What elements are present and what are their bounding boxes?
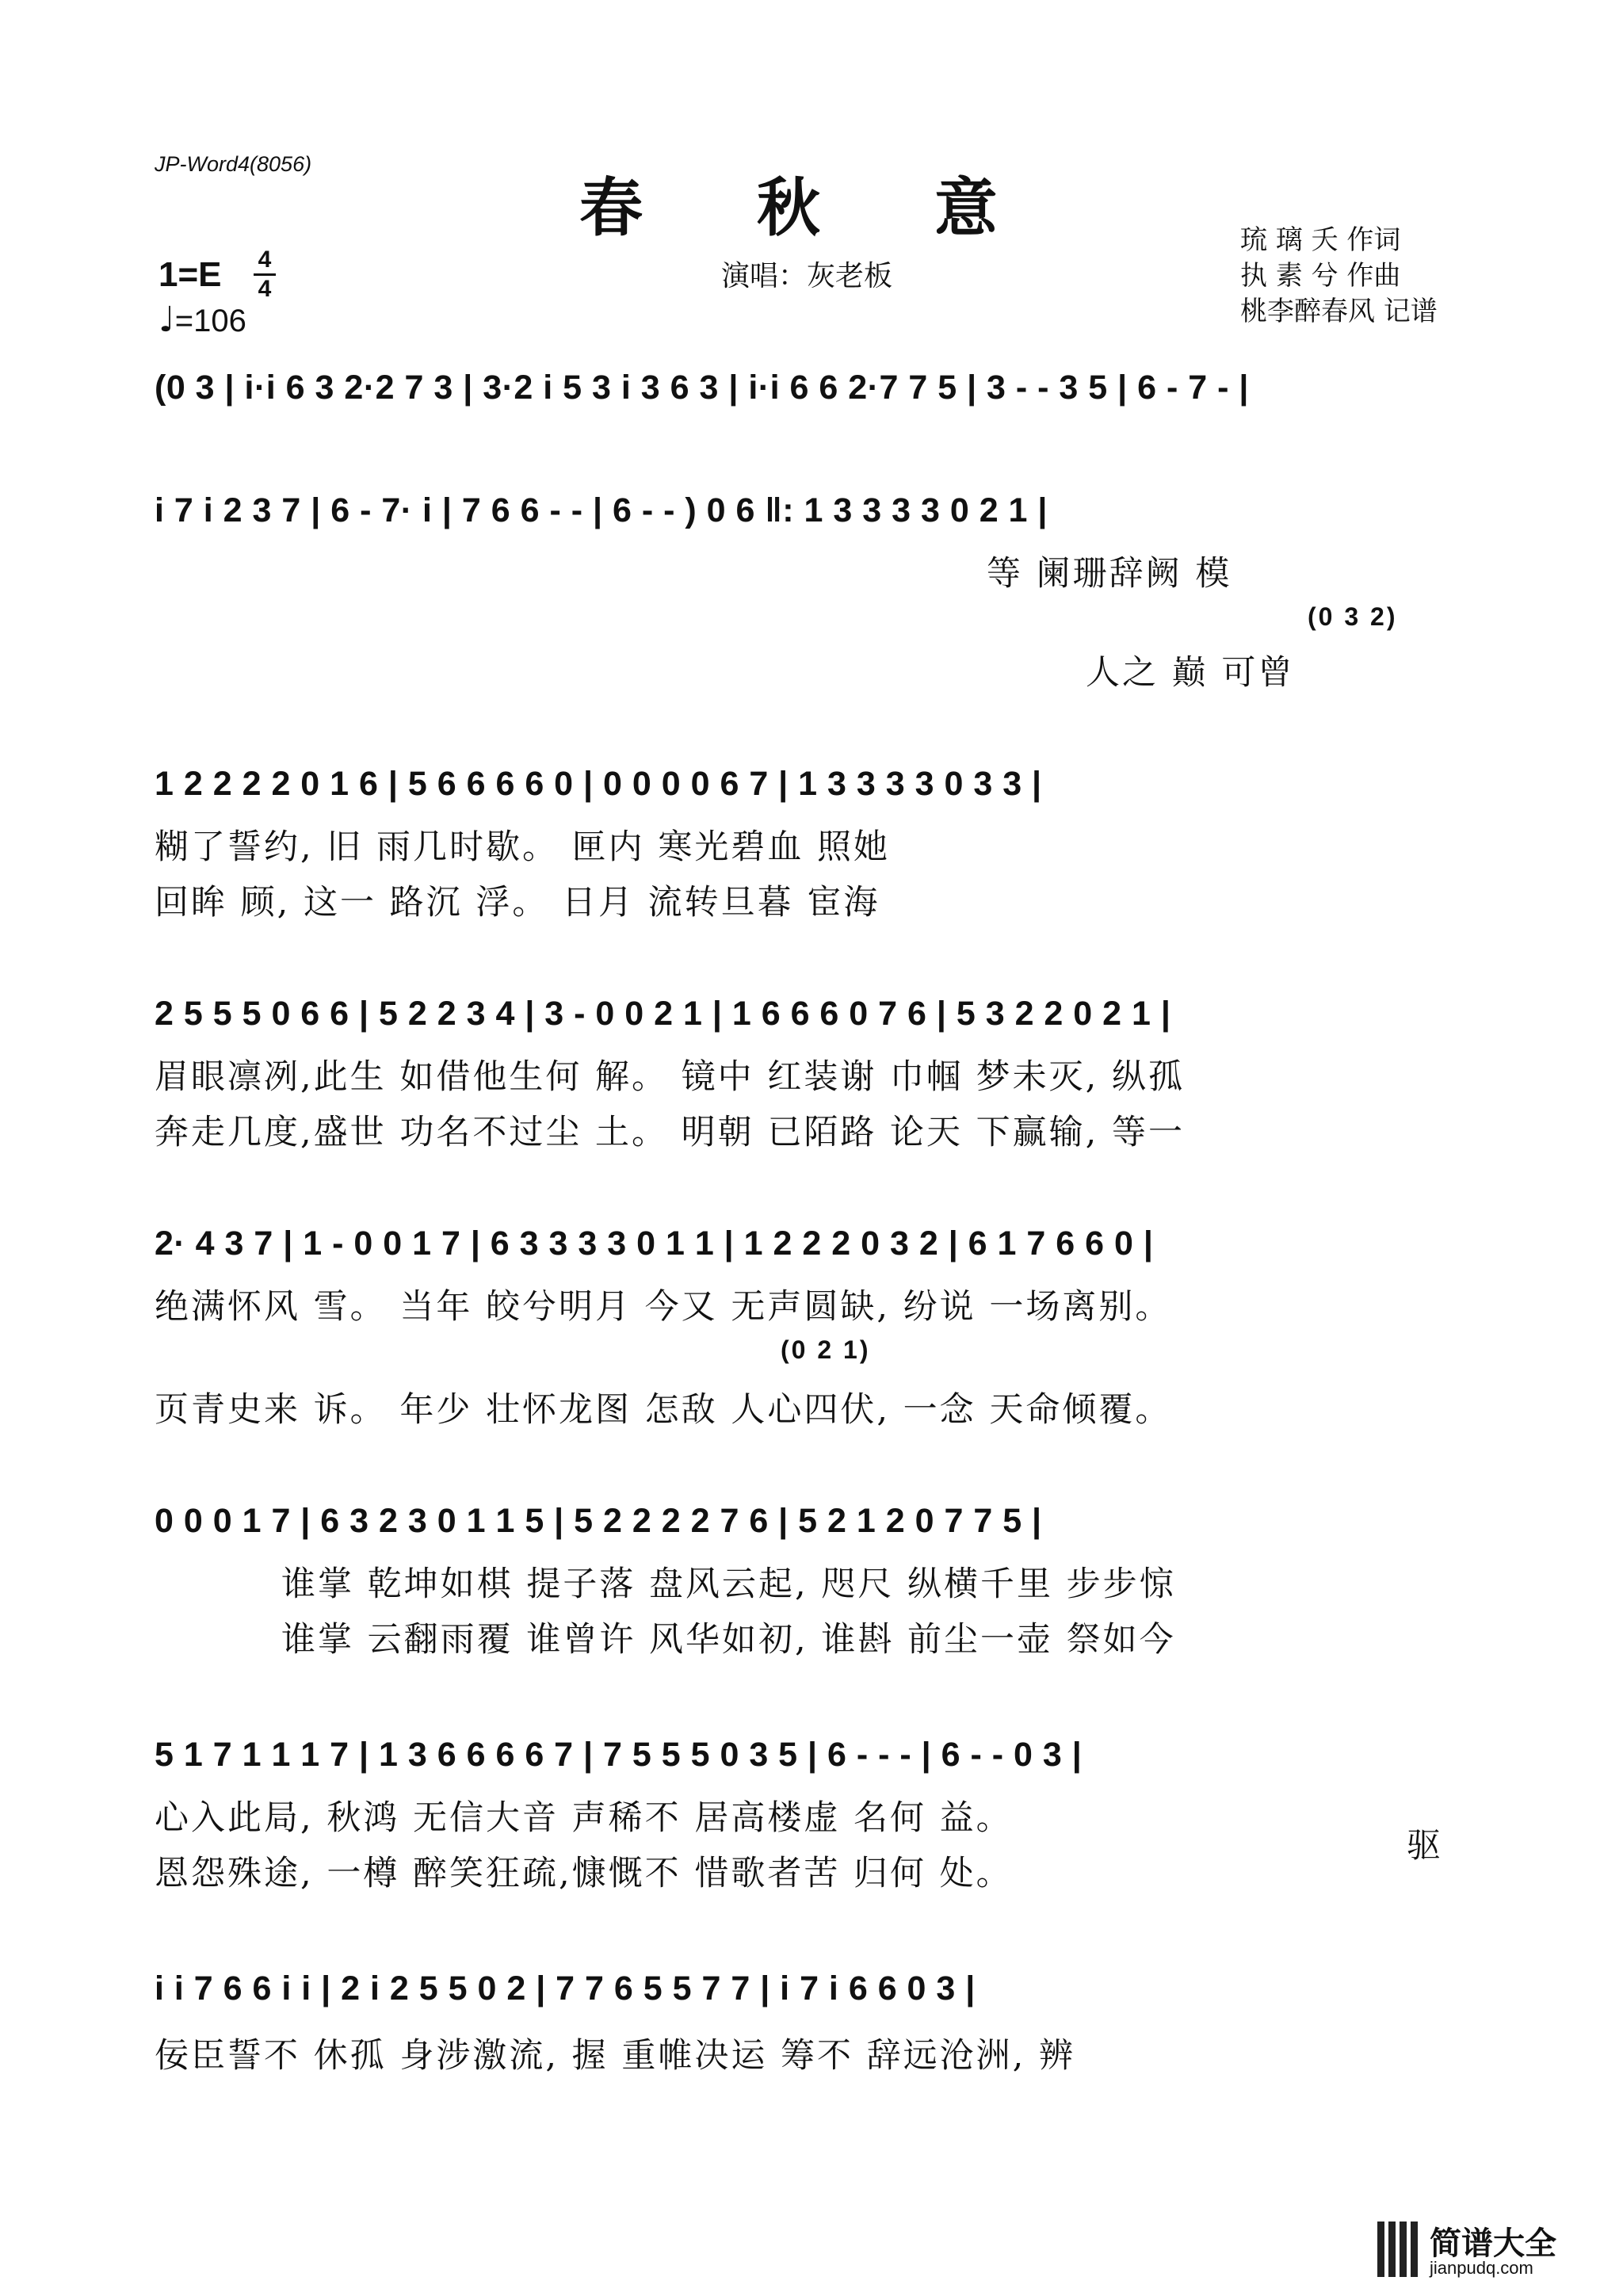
lyric-line: 绝满怀风 雪。 当年 皎兮明月 今又 无声圆缺, 纷说 一场离别。 [155,1287,1172,1327]
lyric-note-cue: (0 2 1) [781,1335,871,1364]
lyric-line: 人之 巅 可曾 [1086,653,1295,693]
page-title: 春 秋 意 [579,170,1044,245]
lyric-line: 页青史来 诉。 年少 壮怀龙图 怎敌 人心四伏, 一念 天命倾覆。 [155,1390,1172,1430]
lyric-line: 心入此局, 秋鸿 无信大音 声稀不 居高楼虚 名何 益。 [155,1798,1013,1838]
key-signature: 1=E [158,255,222,294]
tempo-value: =106 [174,304,246,338]
software-version: JP-Word4(8056) [155,152,312,176]
lyric-line: 眉眼凛冽,此生 如借他生何 解。 镜中 红装谢 巾帼 梦未灭, 纵孤 [155,1057,1186,1097]
lyric-line: 回眸 顾, 这一 路沉 浮。 日月 流转旦暮 宦海 [155,883,880,923]
music-line: i 7 i 2 3 7 | 6 - 7· i | 7 6 6 - - | 6 - - ) 0 6 ‖: 1 3 3 3 3 0 2 1 | [155,491,1048,529]
composer-credit: 执 素 兮 作曲 [1240,260,1401,292]
logo-url: jianpudq.com [1430,2258,1533,2278]
lyricist-credit: 琉 璃 夭 作词 [1240,224,1401,256]
piano-keys-icon [1377,2222,1423,2277]
site-logo [1377,2214,1591,2285]
lyric-line: 谁掌 云翻雨覆 谁曾许 风华如初, 谁斟 前尘一壶 祭如今 [281,1620,1176,1660]
tempo-marking [158,300,246,340]
lyric-note-cue: (0 3 2) [1308,602,1398,631]
lyric-line: 驱 [1407,1826,1443,1866]
transcriber-credit: 桃李醉春风 记谱 [1240,296,1438,327]
music-line: 1 2 2 2 2 0 1 6 | 5 6 6 6 6 0 | 0 0 0 0 6 7 | 1 3 3 3 3 0 3 3 | [155,765,1042,803]
logo-name: 简谱大全 [1430,2225,1556,2262]
music-line: 2 5 5 5 0 6 6 | 5 2 2 3 4 | 3 - 0 0 2 1 | 1 6 6 6 0 7 6 | 5 3 2 2 0 2 1 | [155,995,1171,1033]
music-line: (0 3 | i·i 6 3 2·2 7 3 | 3·2 i 5 3 i 3 6 3 | i·i 6 6 2·7 7 5 | 3 - - 3 5 | 6 - 7 - | [155,369,1249,407]
music-line: i i 7 6 6 i i | 2 i 2 5 5 0 2 | 7 7 6 5 5 7 7 | i 7 i 6 6 0 3 | [155,1969,976,2008]
time-sig-top: 4 [258,246,272,273]
lyric-line: 谁掌 乾坤如棋 提子落 盘风云起, 咫尺 纵横千里 步步惊 [281,1564,1176,1604]
music-line: 2· 4 3 7 | 1 - 0 0 1 7 | 6 3 3 3 3 0 1 1 | 1 2 2 2 0 3 2 | 6 1 7 6 6 0 | [155,1224,1154,1263]
music-line: 5 1 7 1 1 1 7 | 1 3 6 6 6 6 7 | 7 5 5 5 0 3 5 | 6 - - - | 6 - - 0 3 | [155,1736,1083,1774]
music-line: 0 0 0 1 7 | 6 3 2 3 0 1 1 5 | 5 2 2 2 2 7 6 | 5 2 1 2 0 7 7 5 | [155,1502,1042,1540]
lyric-line: 佞臣誓不 休孤 身涉激流, 握 重帷决运 筹不 辞远沧洲, 辨 [155,2036,1076,2076]
singer-credit: 演唱：灰老板 [721,260,893,292]
lyric-line: 等 阑珊辞阙 模 [987,554,1232,594]
lyric-line: 糊了誓约, 旧 雨几时歇。 匣内 寒光碧血 照她 [155,827,891,867]
quarter-note-icon: ♩ [158,300,175,340]
lyric-line: 奔走几度,盛世 功名不过尘 土。 明朝 已陌路 论天 下赢输, 等一 [155,1113,1186,1152]
time-sig-bottom: 4 [258,276,272,302]
lyric-line: 恩怨殊途, 一樽 醉笑狂疏,慷慨不 惜歌者苦 归何 处。 [155,1854,1013,1893]
time-signature [254,247,276,302]
